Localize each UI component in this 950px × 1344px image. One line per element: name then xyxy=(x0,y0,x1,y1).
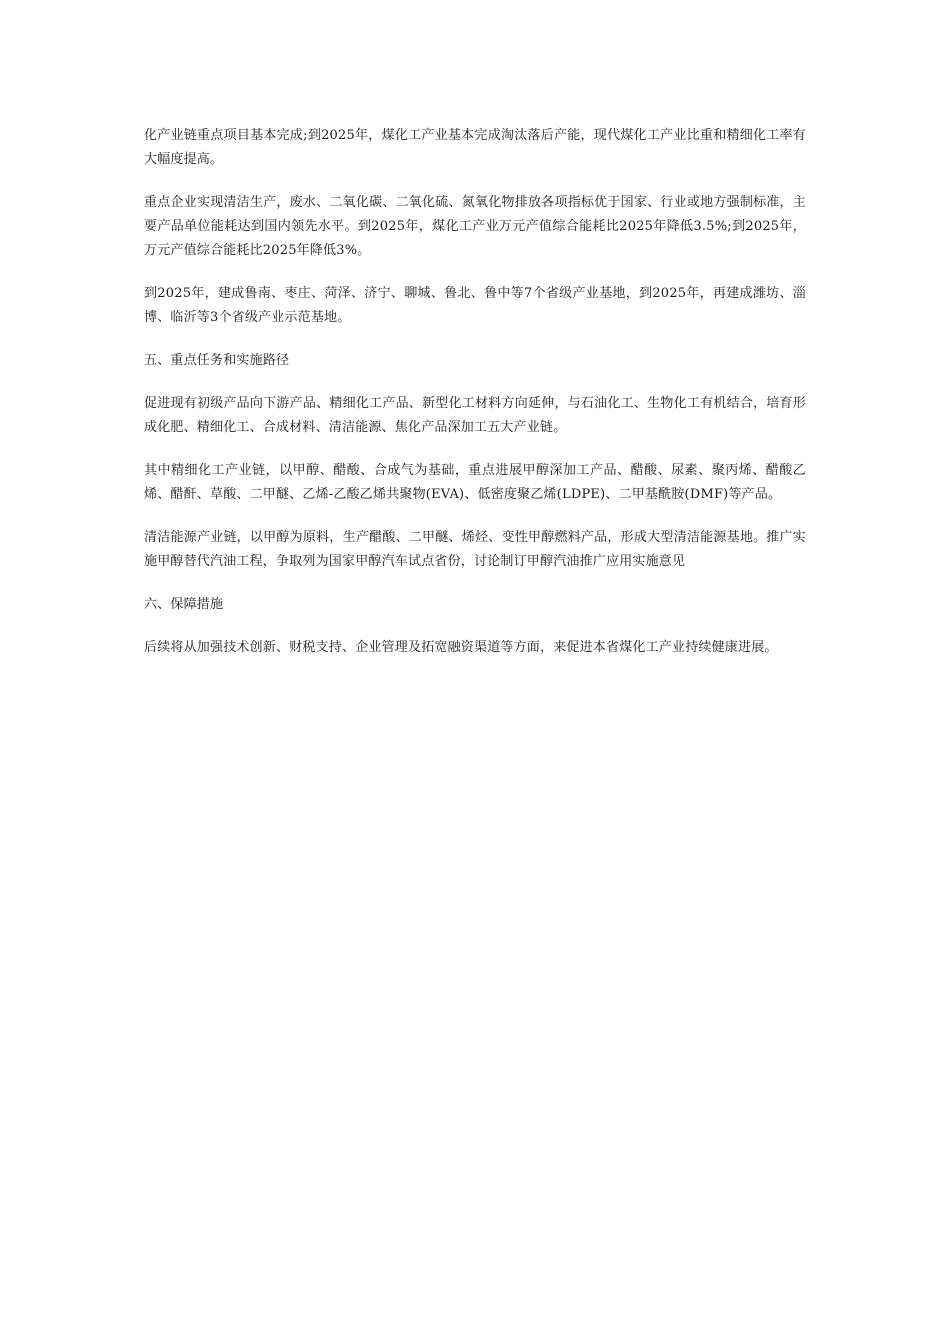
section-heading-5: 五、重点任务和实施路径 xyxy=(144,353,290,368)
document-page xyxy=(144,124,806,679)
paragraph-fine-chemical-chain: 其中精细化工产业链，以甲醇、醋酸、合成气为基础，重点进展甲醇深加工产品、醋酸、尿素、聚丙烯、醋酸乙烯、醋酐、草酸、二甲醚、乙烯-乙酸乙烯共聚物(EVA)、低密度聚乙烯(LDPE)、二甲基酰胺(DMF)等产品。 xyxy=(144,463,806,502)
paragraph-targets-1: 化产业链重点项目基本完成;到2025年，煤化工产业基本完成淘汰落后产能，现代煤化工产业比重和精细化工率有大幅度提高。 xyxy=(144,128,806,167)
section-heading-6: 六、保障措施 xyxy=(144,597,224,612)
paragraph-industrial-bases: 到2025年，建成鲁南、枣庄、菏泽、济宁、聊城、鲁北、鲁中等7个省级产业基地，到2025年，再建成潍坊、淄博、临沂等3个省级产业示范基地。 xyxy=(144,286,806,325)
paragraph-clean-energy-chain: 清洁能源产业链，以甲醇为原料，生产醋酸、二甲醚、烯烃、变性甲醇燃料产品，形成大型清洁能源基地。推广实施甲醇替代汽油工程，争取列为国家甲醇汽车试点省份，讨论制订甲醇汽油推广应用实施意见 xyxy=(144,530,806,569)
paragraph-clean-production: 重点企业实现清洁生产，废水、二氧化碳、二氧化硫、氮氧化物排放各项指标优于国家、行业或地方强制标准，主要产品单位能耗达到国内领先水平。到2025年，煤化工产业万元产值综合能耗比2025年降低3.5%;到2025年，万元产值综合能耗比2025年降低3%。 xyxy=(144,195,806,258)
paragraph-safeguards: 后续将从加强技术创新、财税支持、企业管理及拓宽融资渠道等方面，来促进本省煤化工产业持续健康进展。 xyxy=(144,640,778,655)
paragraph-industry-chains: 促进现有初级产品向下游产品、精细化工产品、新型化工材料方向延伸，与石油化工、生物化工有机结合，培育形成化肥、精细化工、合成材料、清洁能源、焦化产品深加工五大产业链。 xyxy=(144,396,806,435)
